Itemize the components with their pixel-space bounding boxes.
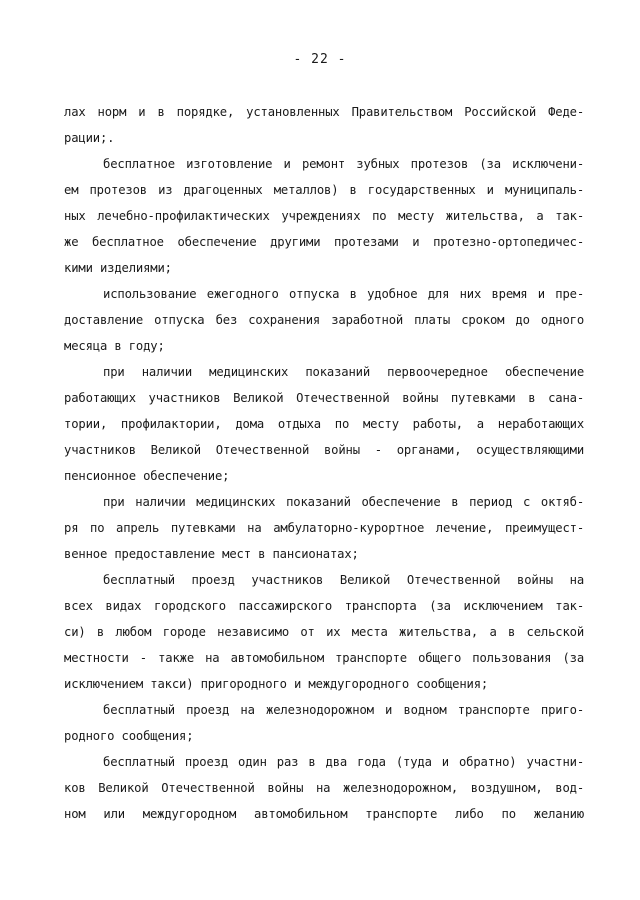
text-line: при наличии медицинских показаний обеспечение в период с октяб-: [103, 495, 584, 509]
text-line: использование ежегодного отпуска в удобное для них время и пре-: [103, 287, 584, 301]
text-line: бесплатное изготовление и ремонт зубных протезов (за исключени-: [103, 157, 584, 171]
text-line: работающих участников Великой Отечественной войны путевками в сана-: [64, 391, 584, 405]
text-line: месяца в году;: [64, 339, 165, 353]
text-line: ков Великой Отечественной войны на железнодорожном, воздушном, вод-: [64, 781, 584, 795]
text-line: си) в любом городе независимо от их места жительства, а в сельской: [64, 625, 584, 639]
text-line: же бесплатное обеспечение другими протезами и протезно-ортопедичес-: [64, 235, 584, 249]
text-line: доставление отпуска без сохранения заработной платы сроком до одного: [64, 313, 584, 327]
text-line: кими изделиями;: [64, 261, 172, 275]
text-line: всех видах городского пассажирского транспорта (за исключением так-: [64, 599, 584, 613]
text-line: бесплатный проезд один раз в два года (туда и обратно) участни-: [103, 755, 584, 769]
text-line: бесплатный проезд на железнодорожном и водном транспорте приго-: [103, 703, 584, 717]
text-line: ном или междугородном автомобильном транспорте либо по желанию: [64, 807, 584, 821]
text-line: рации;.: [64, 131, 115, 145]
text-line: пенсионное обеспечение;: [64, 469, 230, 483]
text-line: родного сообщения;: [64, 729, 194, 743]
text-line: бесплатный проезд участников Великой Отечественной войны на: [103, 573, 584, 587]
text-line: ных лечебно-профилактических учреждениях по месту жительства, а так-: [64, 209, 584, 223]
text-line: ря по апрель путевками на амбулаторно-курортное лечение, преимущест-: [64, 521, 584, 535]
text-line: при наличии медицинских показаний первоочередное обеспечение: [103, 365, 584, 379]
text-line: ем протезов из драгоценных металлов) в государственных и муниципаль-: [64, 183, 584, 197]
text-line: лах норм и в порядке, установленных Правительством Российской Феде-: [64, 105, 584, 119]
text-line: тории, профилактории, дома отдыха по месту работы, а неработающих: [64, 417, 584, 431]
text-line: венное предоставление мест в пансионатах;: [64, 547, 359, 561]
text-line: участников Великой Отечественной войны - органами, осуществляющими: [64, 443, 584, 457]
page-number: - 22 -: [293, 52, 347, 67]
text-line: исключением такси) пригородного и междугородного сообщения;: [64, 677, 489, 691]
text-line: местности - также на автомобильном транспорте общего пользования (за: [64, 651, 584, 665]
